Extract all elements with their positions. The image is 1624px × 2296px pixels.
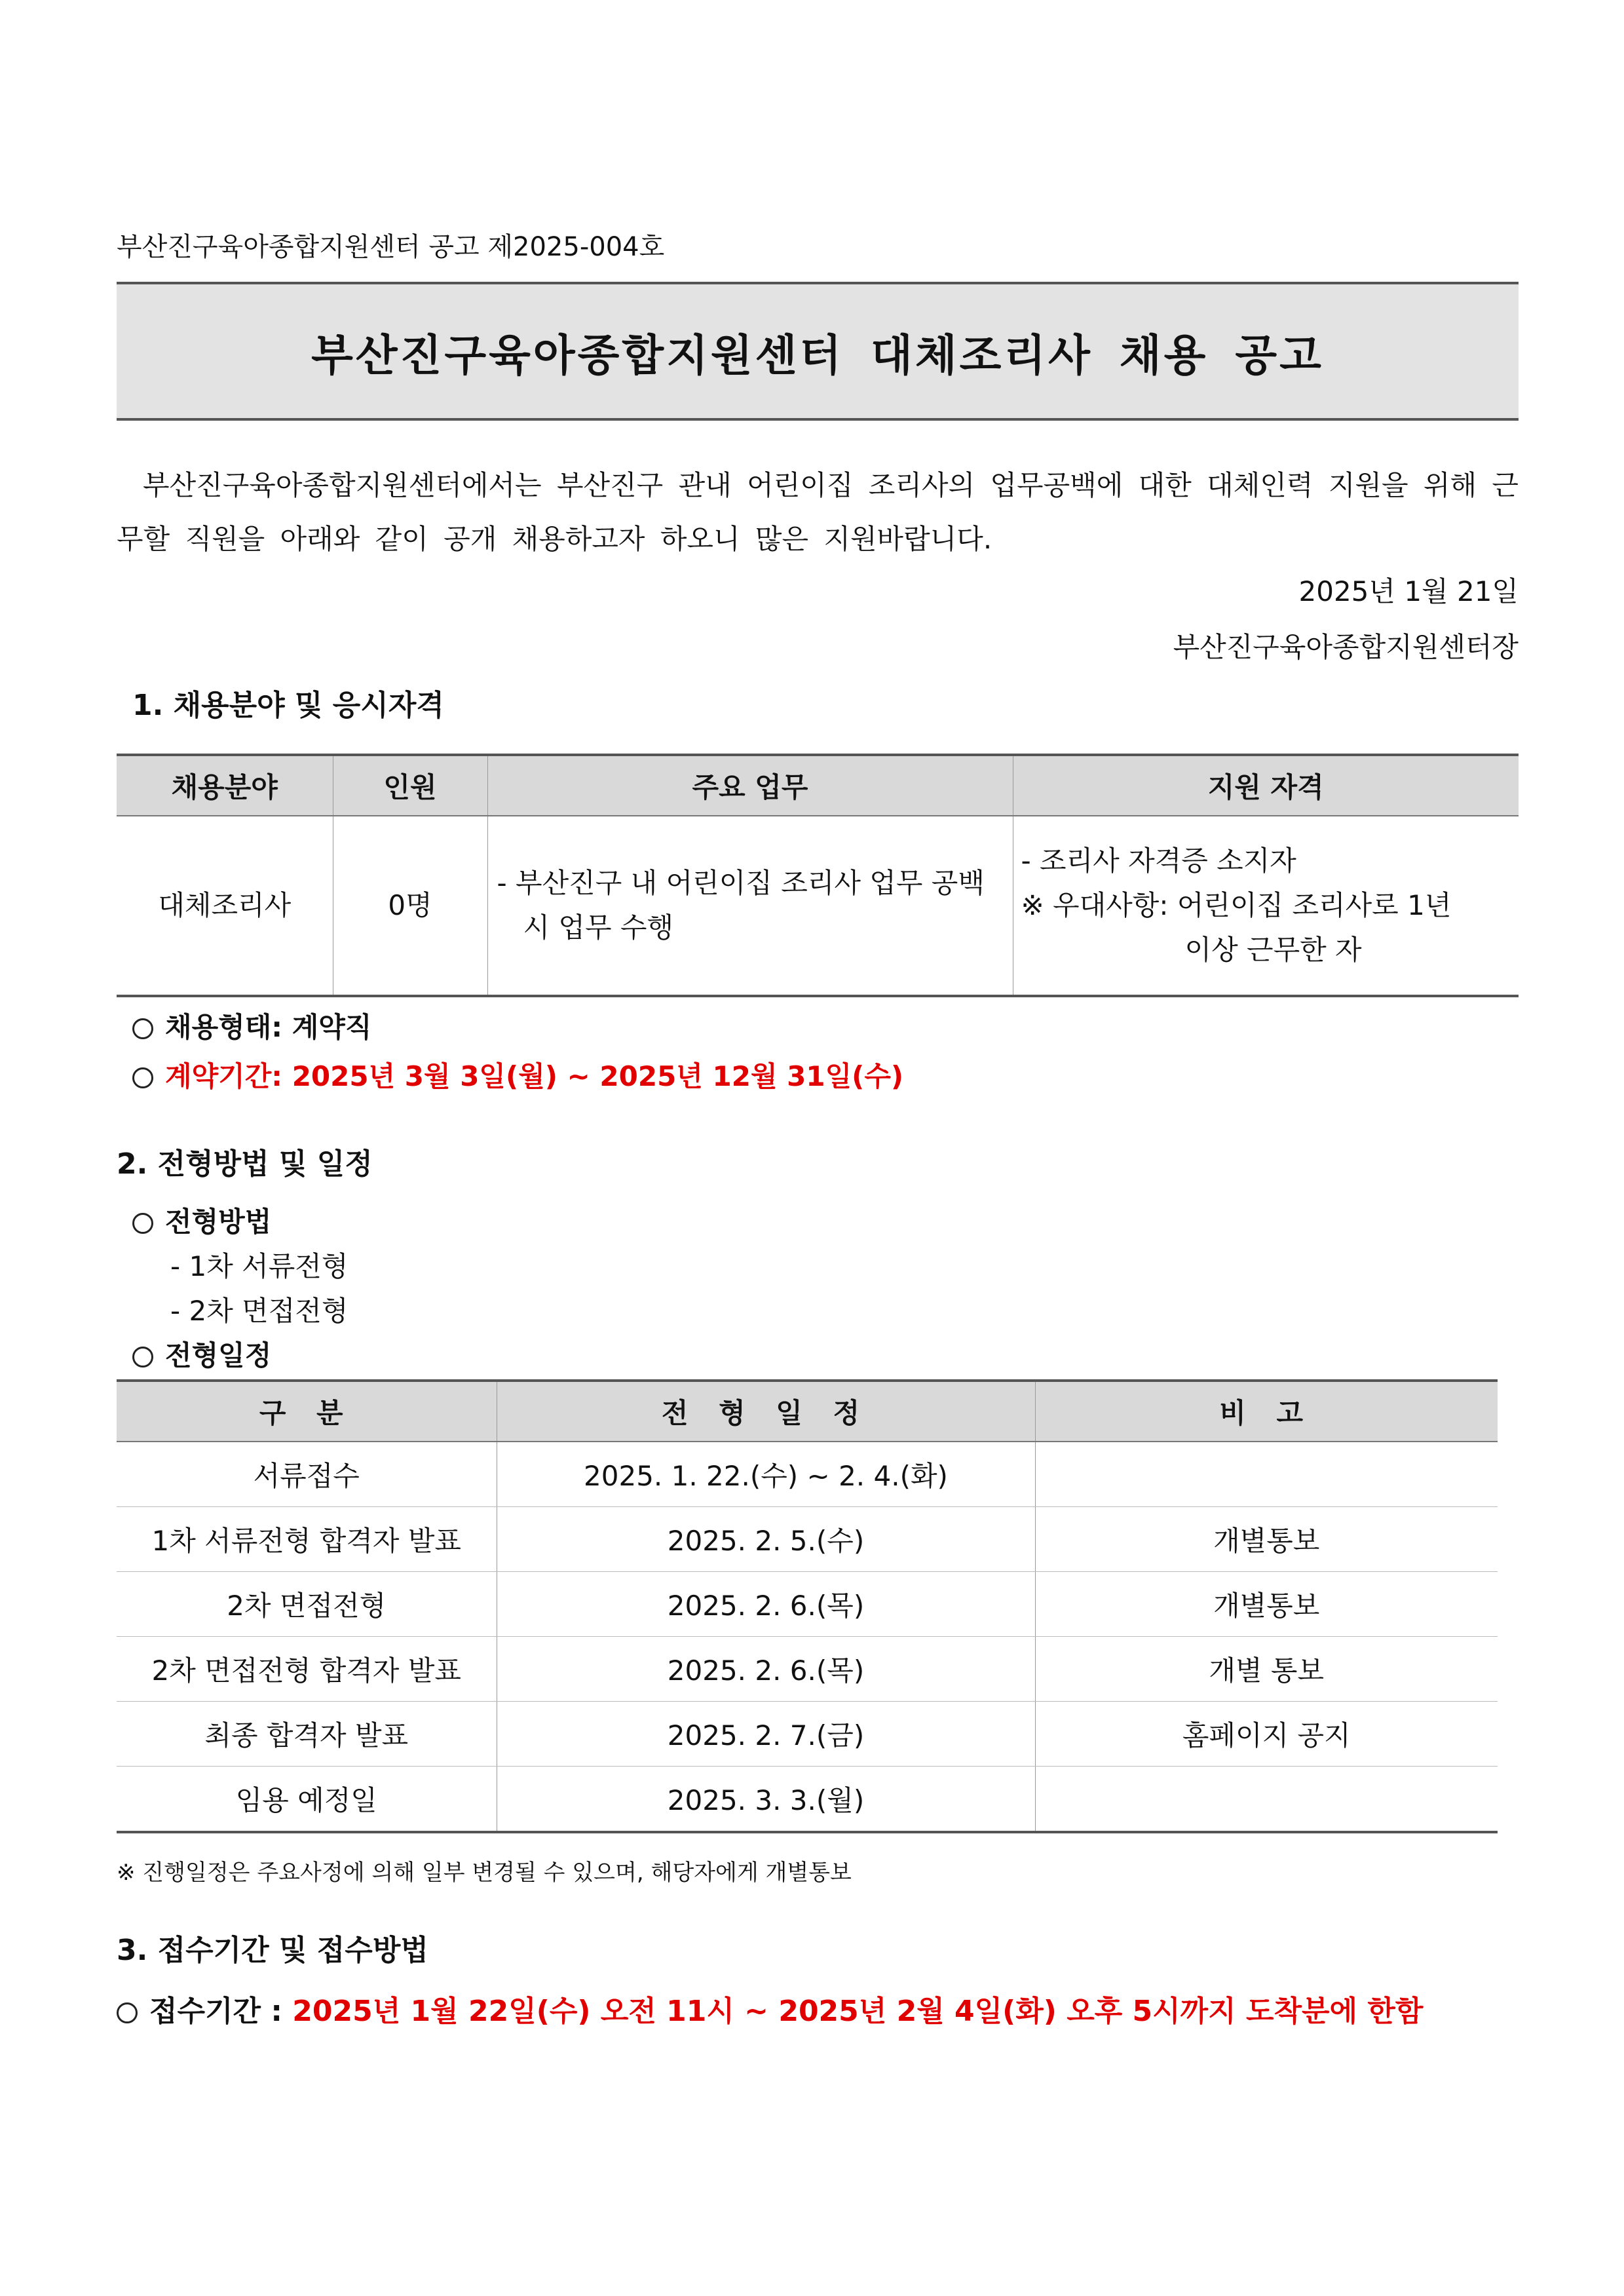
note-cell: 개별통보 (1035, 1572, 1498, 1637)
item-cell: 임용 예정일 (117, 1767, 497, 1833)
item-cell: 최종 합격자 발표 (117, 1702, 497, 1767)
date-cell: 2025. 2. 7.(금) (497, 1702, 1035, 1767)
notice-number: 부산진구육아종합지원센터 공고 제2025-004호 (117, 232, 665, 262)
table-row (117, 1637, 1498, 1702)
section1-heading: 1. 채용분야 및 응시자격 (132, 689, 444, 722)
page-title: 부산진구육아종합지원센터 대체조리사 채용 공고 (311, 330, 1324, 381)
method-label: 전형방법 (132, 1200, 271, 1240)
col-date: 전 형 일 정 (497, 1381, 1035, 1442)
circle-bullet-icon (132, 1018, 153, 1039)
table-header-row (117, 755, 1519, 816)
section3-heading: 3. 접수기간 및 접수방법 (117, 1934, 428, 1967)
schedule-table (117, 1379, 1498, 1833)
method-item: - 2차 면접전형 (170, 1295, 349, 1327)
qual-line: - 조리사 자격증 소지자 (1021, 845, 1296, 877)
date-cell: 2025. 2. 6.(목) (497, 1572, 1035, 1637)
col-task: 주요 업무 (487, 755, 1013, 816)
note-cell (1035, 1442, 1498, 1507)
method-item: - 1차 서류전형 (170, 1250, 349, 1282)
table-row (117, 1702, 1498, 1767)
circle-bullet-icon (132, 1347, 153, 1368)
col-count: 인원 (333, 755, 487, 816)
task-cell (487, 816, 1013, 996)
section2-heading: 2. 전형방법 및 일정 (117, 1147, 373, 1181)
table-row (117, 1572, 1498, 1637)
item-cell: 1차 서류전형 합격자 발표 (117, 1507, 497, 1572)
date-cell: 2025. 2. 5.(수) (497, 1507, 1035, 1572)
note-cell: 홈페이지 공지 (1035, 1702, 1498, 1767)
contract-period: 계약기간: 2025년 3월 3일(월) ~ 2025년 12월 31일(수) (132, 1055, 903, 1094)
col-note: 비 고 (1035, 1381, 1498, 1442)
col-field: 채용분야 (117, 755, 333, 816)
col-qualification: 지원 자격 (1013, 755, 1519, 816)
field-cell: 대체조리사 (117, 816, 333, 996)
circle-bullet-icon (132, 1213, 153, 1234)
item-cell: 서류접수 (117, 1442, 497, 1507)
receipt-label: 접수기간 : (149, 1995, 282, 2028)
announcement-date: 2025년 1월 21일 (1298, 575, 1519, 607)
date-cell: 2025. 2. 6.(목) (497, 1637, 1035, 1702)
note-cell: 개별 통보 (1035, 1637, 1498, 1702)
schedule-footnote: ※ 진행일정은 주요사정에 의해 일부 변경될 수 있으며, 해당자에게 개별통보 (117, 1860, 852, 1886)
table-row (117, 816, 1519, 996)
count-cell: 0명 (333, 816, 487, 996)
col-item: 구 분 (117, 1381, 497, 1442)
qual-line: ※ 우대사항: 어린이집 조리사로 1년 (1021, 889, 1452, 921)
item-cell: 2차 면접전형 합격자 발표 (117, 1637, 497, 1702)
date-cell: 2025. 1. 22.(수) ~ 2. 4.(화) (497, 1442, 1035, 1507)
task-line: - 부산진구 내 어린이집 조리사 업무 공백 (497, 867, 985, 899)
circle-bullet-icon (132, 1067, 153, 1088)
item-cell: 2차 면접전형 (117, 1572, 497, 1637)
receipt-period (117, 1987, 1423, 2029)
table-row (117, 1507, 1498, 1572)
table-row (117, 1767, 1498, 1833)
table-header-row (117, 1381, 1498, 1442)
note-cell (1035, 1767, 1498, 1833)
title-banner (117, 282, 1519, 421)
table-row (117, 1442, 1498, 1507)
qual-line: 이상 근무한 자 (1184, 934, 1362, 966)
qualification-cell (1013, 816, 1519, 996)
recruitment-table (117, 754, 1519, 997)
note-cell: 개별통보 (1035, 1507, 1498, 1572)
intro-text: 부산진구육아종합지원센터에서는 부산진구 관내 어린이집 조리사의 업무공백에 대한 대체인력 지원을 위해 근무할 직원을 아래와 같이 공개 채용하고자 하오니 많은 지원바랍니다. (117, 469, 1519, 555)
task-line: 시 업무 수행 (523, 911, 674, 944)
receipt-period-value: 2025년 1월 22일(수) 오전 11시 ~ 2025년 2월 4일(화) 오후 5시까지 도착분에 한함 (292, 1995, 1424, 2028)
employment-type: 채용형태: 계약직 (132, 1006, 371, 1045)
signer: 부산진구육아종합지원센터장 (1173, 631, 1519, 663)
intro-paragraph (117, 459, 1519, 566)
date-cell: 2025. 3. 3.(월) (497, 1767, 1035, 1833)
circle-bullet-icon (117, 2002, 138, 2023)
schedule-label: 전형일정 (132, 1334, 271, 1373)
